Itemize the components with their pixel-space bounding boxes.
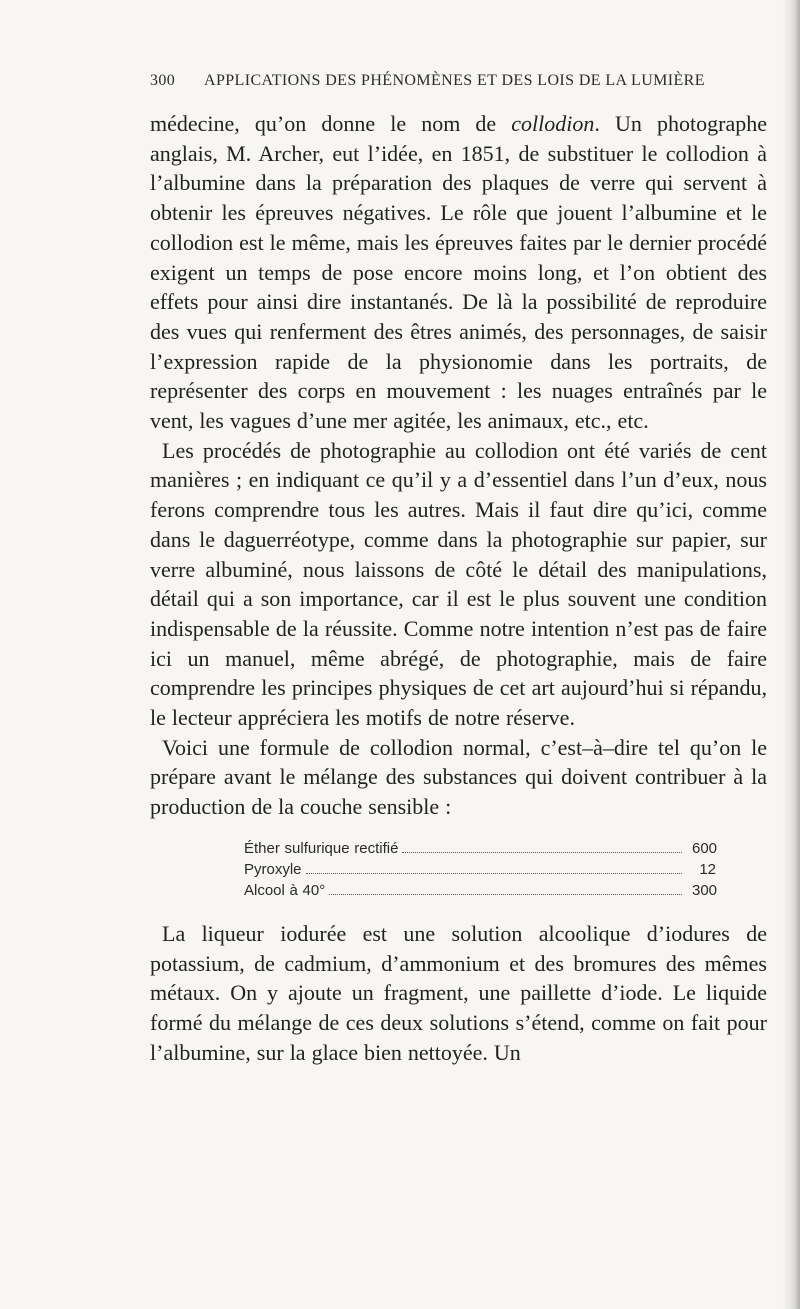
ingredient-name: Pyroxyle [244,860,302,878]
ingredient-quantity: 600 [692,839,718,857]
running-title: APPLICATIONS DES PHÉNOMÈNES ET DES LOIS DE LA LUMIÈRE [204,72,705,89]
book-page [150,64,767,1067]
paragraph-iodized-liquor: La liqueur iodurée est une solution alcoolique d’iodures de potassium, de cadmium, d’ammonium et des bromures des mêmes métaux. On y ajoute un fragment, une paillette d’iode. Le liquide formé du mélange de ces deux solutions s’étend, comme on fait pour l’albumine, sur la glace bien nettoyée. Un [150,920,767,1065]
page-edge-shadow [782,0,800,1309]
running-header [150,64,767,98]
ingredient-quantity: 300 [692,881,718,899]
ingredient-quantity: 12 [699,860,716,878]
paragraph-text: . Un photographe anglais, M. Archer, eut l’idée, en 1851, de substituer le collodion à l’albumine dans la préparation des plaques de verre qui servent à obtenir les épreuves négatives. Le rôle que jouent l’albumine et le collodion est le même, mais les épreuves faites par le dernier procédé exigent un temps de pose encore moins long, et l’on obtient des effets pour ainsi dire instantanés. De là la possibilité de reproduire des vues qui renferment des êtres animés, des personnages, de saisir l’expression rapide de la physionomie dans les portraits, de représenter des corps en mouvement : les nuages entraînés par le vent, les vagues d’une mer agitée, les animaux, etc., etc. [150,111,767,434]
emphasis-collodion: collodion [511,111,595,136]
dot-leader [402,851,682,853]
paragraph-formula-intro: Voici une formule de collodion normal, c’est–à–dire tel qu’on le prépare avant le mélange des substances qui doivent contribuer à la production de la couche sensible : [150,734,767,820]
formula-row [156,838,716,859]
paragraph-text: médecine, qu’on donne le nom de [150,111,512,136]
formula-row [156,880,716,901]
ingredient-name: Alcool à 40° [244,881,326,899]
page-body [150,109,767,1067]
page-number: 300 [150,72,176,89]
formula-row [156,859,716,880]
dot-leader [306,872,682,874]
paragraph-procedures: Les procédés de photographie au collodion ont été variés de cent manières ; en indiquant ce qu’il y a d’essentiel dans l’un d’eux, nous ferons comprendre tous les autres. Mais il faut dire qu’ici, comme dans le daguerréotype, comme dans la photographie sur papier, sur verre albuminé, nous laissons de côté le détail des manipulations, détail qui a son importance, car il est le plus souvent une condition indispensable de la réussite. Comme notre intention n’est pas de faire ici un manuel, même abrégé, de photographie, mais de faire comprendre les principes physiques de cet art aujourd’hui si répandu, le lecteur appréciera les motifs de notre réserve. [150,437,767,731]
paragraph-collodion-history [150,109,767,436]
ingredient-name: Éther sulfurique rectifié [244,839,399,857]
dot-leader [329,893,682,895]
collodion-formula-table [156,838,716,901]
